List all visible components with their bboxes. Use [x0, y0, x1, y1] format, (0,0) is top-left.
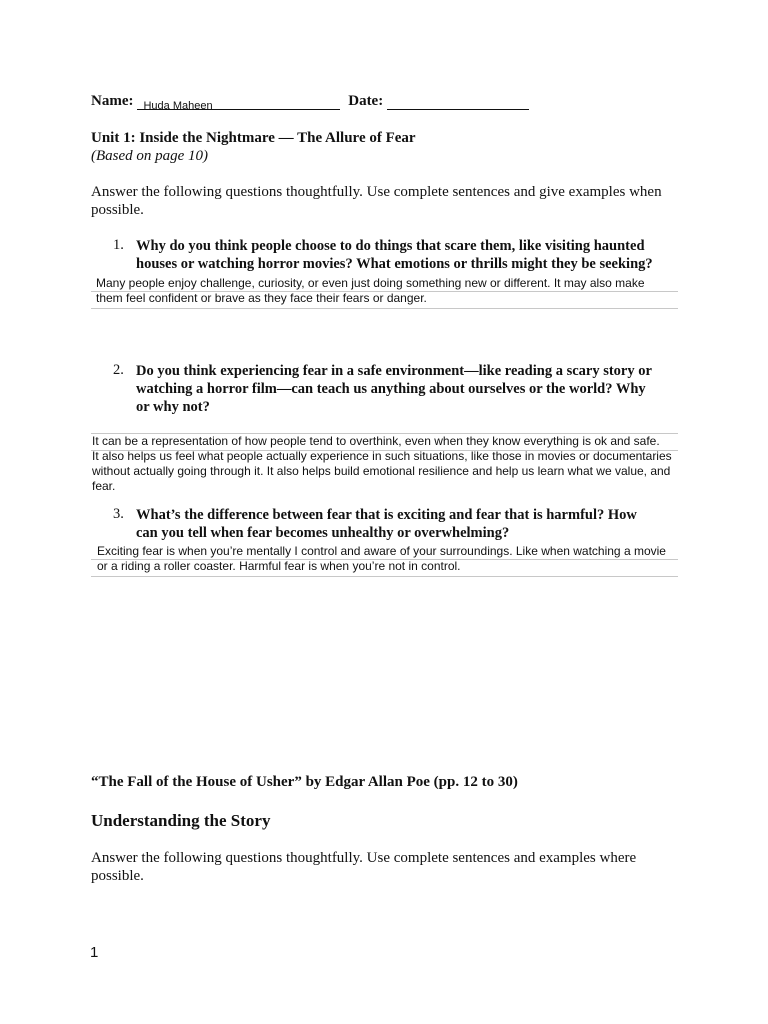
question-number: 3.	[113, 506, 124, 522]
question-line: What’s the difference between fear that is exciting and fear that is harmful? How	[136, 507, 637, 523]
question-line: watching a horror film—can teach us anything about ourselves or the world? Why	[136, 381, 646, 397]
question-number: 1.	[113, 237, 124, 253]
section-heading: Understanding the Story	[91, 811, 271, 830]
answer-line: It can be a representation of how people tend to overthink, even when they know everything is ok and safe.	[92, 434, 660, 448]
answer-line: without actually going through it. It also helps build emotional resilience and help us learn what we value, and	[92, 464, 671, 478]
answer-rule	[91, 308, 678, 309]
instructions-line: possible.	[91, 868, 144, 884]
question-line: houses or watching horror movies? What emotions or thrills might they be seeking?	[136, 256, 653, 272]
story-instructions	[91, 849, 681, 885]
question-1-text	[136, 237, 696, 273]
question-3-text	[136, 506, 696, 542]
question-number: 2.	[113, 362, 124, 378]
date-field[interactable]	[387, 93, 529, 110]
answer-rule	[91, 559, 678, 560]
name-field[interactable]	[137, 93, 340, 110]
answer-line: Many people enjoy challenge, curiosity, or even just doing something new or different. It may also make	[96, 276, 645, 290]
answer-rule	[91, 450, 678, 451]
instructions-line: possible.	[91, 202, 144, 218]
unit-title: Unit 1: Inside the Nightmare — The Allure of Fear	[91, 130, 416, 146]
question-line: Why do you think people choose to do things that scare them, like visiting haunted	[136, 238, 645, 254]
unit-instructions	[91, 183, 681, 219]
date-label: Date:	[348, 93, 384, 109]
answer-rule	[91, 576, 678, 577]
page-number: 1	[90, 944, 99, 961]
answer-line: or a riding a roller coaster. Harmful fear is when you’re not in control.	[97, 559, 461, 573]
answer-line: them feel confident or brave as they face their fears or danger.	[96, 291, 427, 305]
unit-subtitle: (Based on page 10)	[91, 148, 209, 164]
story-title: “The Fall of the House of Usher” by Edgar Allan Poe (pp. 12 to 30)	[91, 774, 518, 790]
question-line: Do you think experiencing fear in a safe environment—like reading a scary story or	[136, 363, 652, 379]
name-value: Huda Maheen	[143, 100, 213, 112]
answer-line: fear.	[92, 479, 116, 493]
answer-line: It also helps us feel what people actually experience in such situations, like those in movies or documentaries	[92, 449, 672, 463]
question-2-text	[136, 362, 696, 416]
answer-rule	[91, 291, 678, 292]
question-line: or why not?	[136, 399, 210, 415]
name-label: Name:	[91, 93, 134, 109]
instructions-line: Answer the following questions thoughtfully. Use complete sentences and give examples when	[91, 184, 662, 200]
question-line: can you tell when fear becomes unhealthy or overwhelming?	[136, 525, 510, 541]
answer-2[interactable]	[92, 434, 707, 494]
instructions-line: Answer the following questions thoughtfully. Use complete sentences and examples where	[91, 850, 637, 866]
answer-line: Exciting fear is when you’re mentally I control and aware of your surroundings. Like when watching a movie	[97, 544, 666, 558]
name-date-row	[91, 93, 529, 110]
